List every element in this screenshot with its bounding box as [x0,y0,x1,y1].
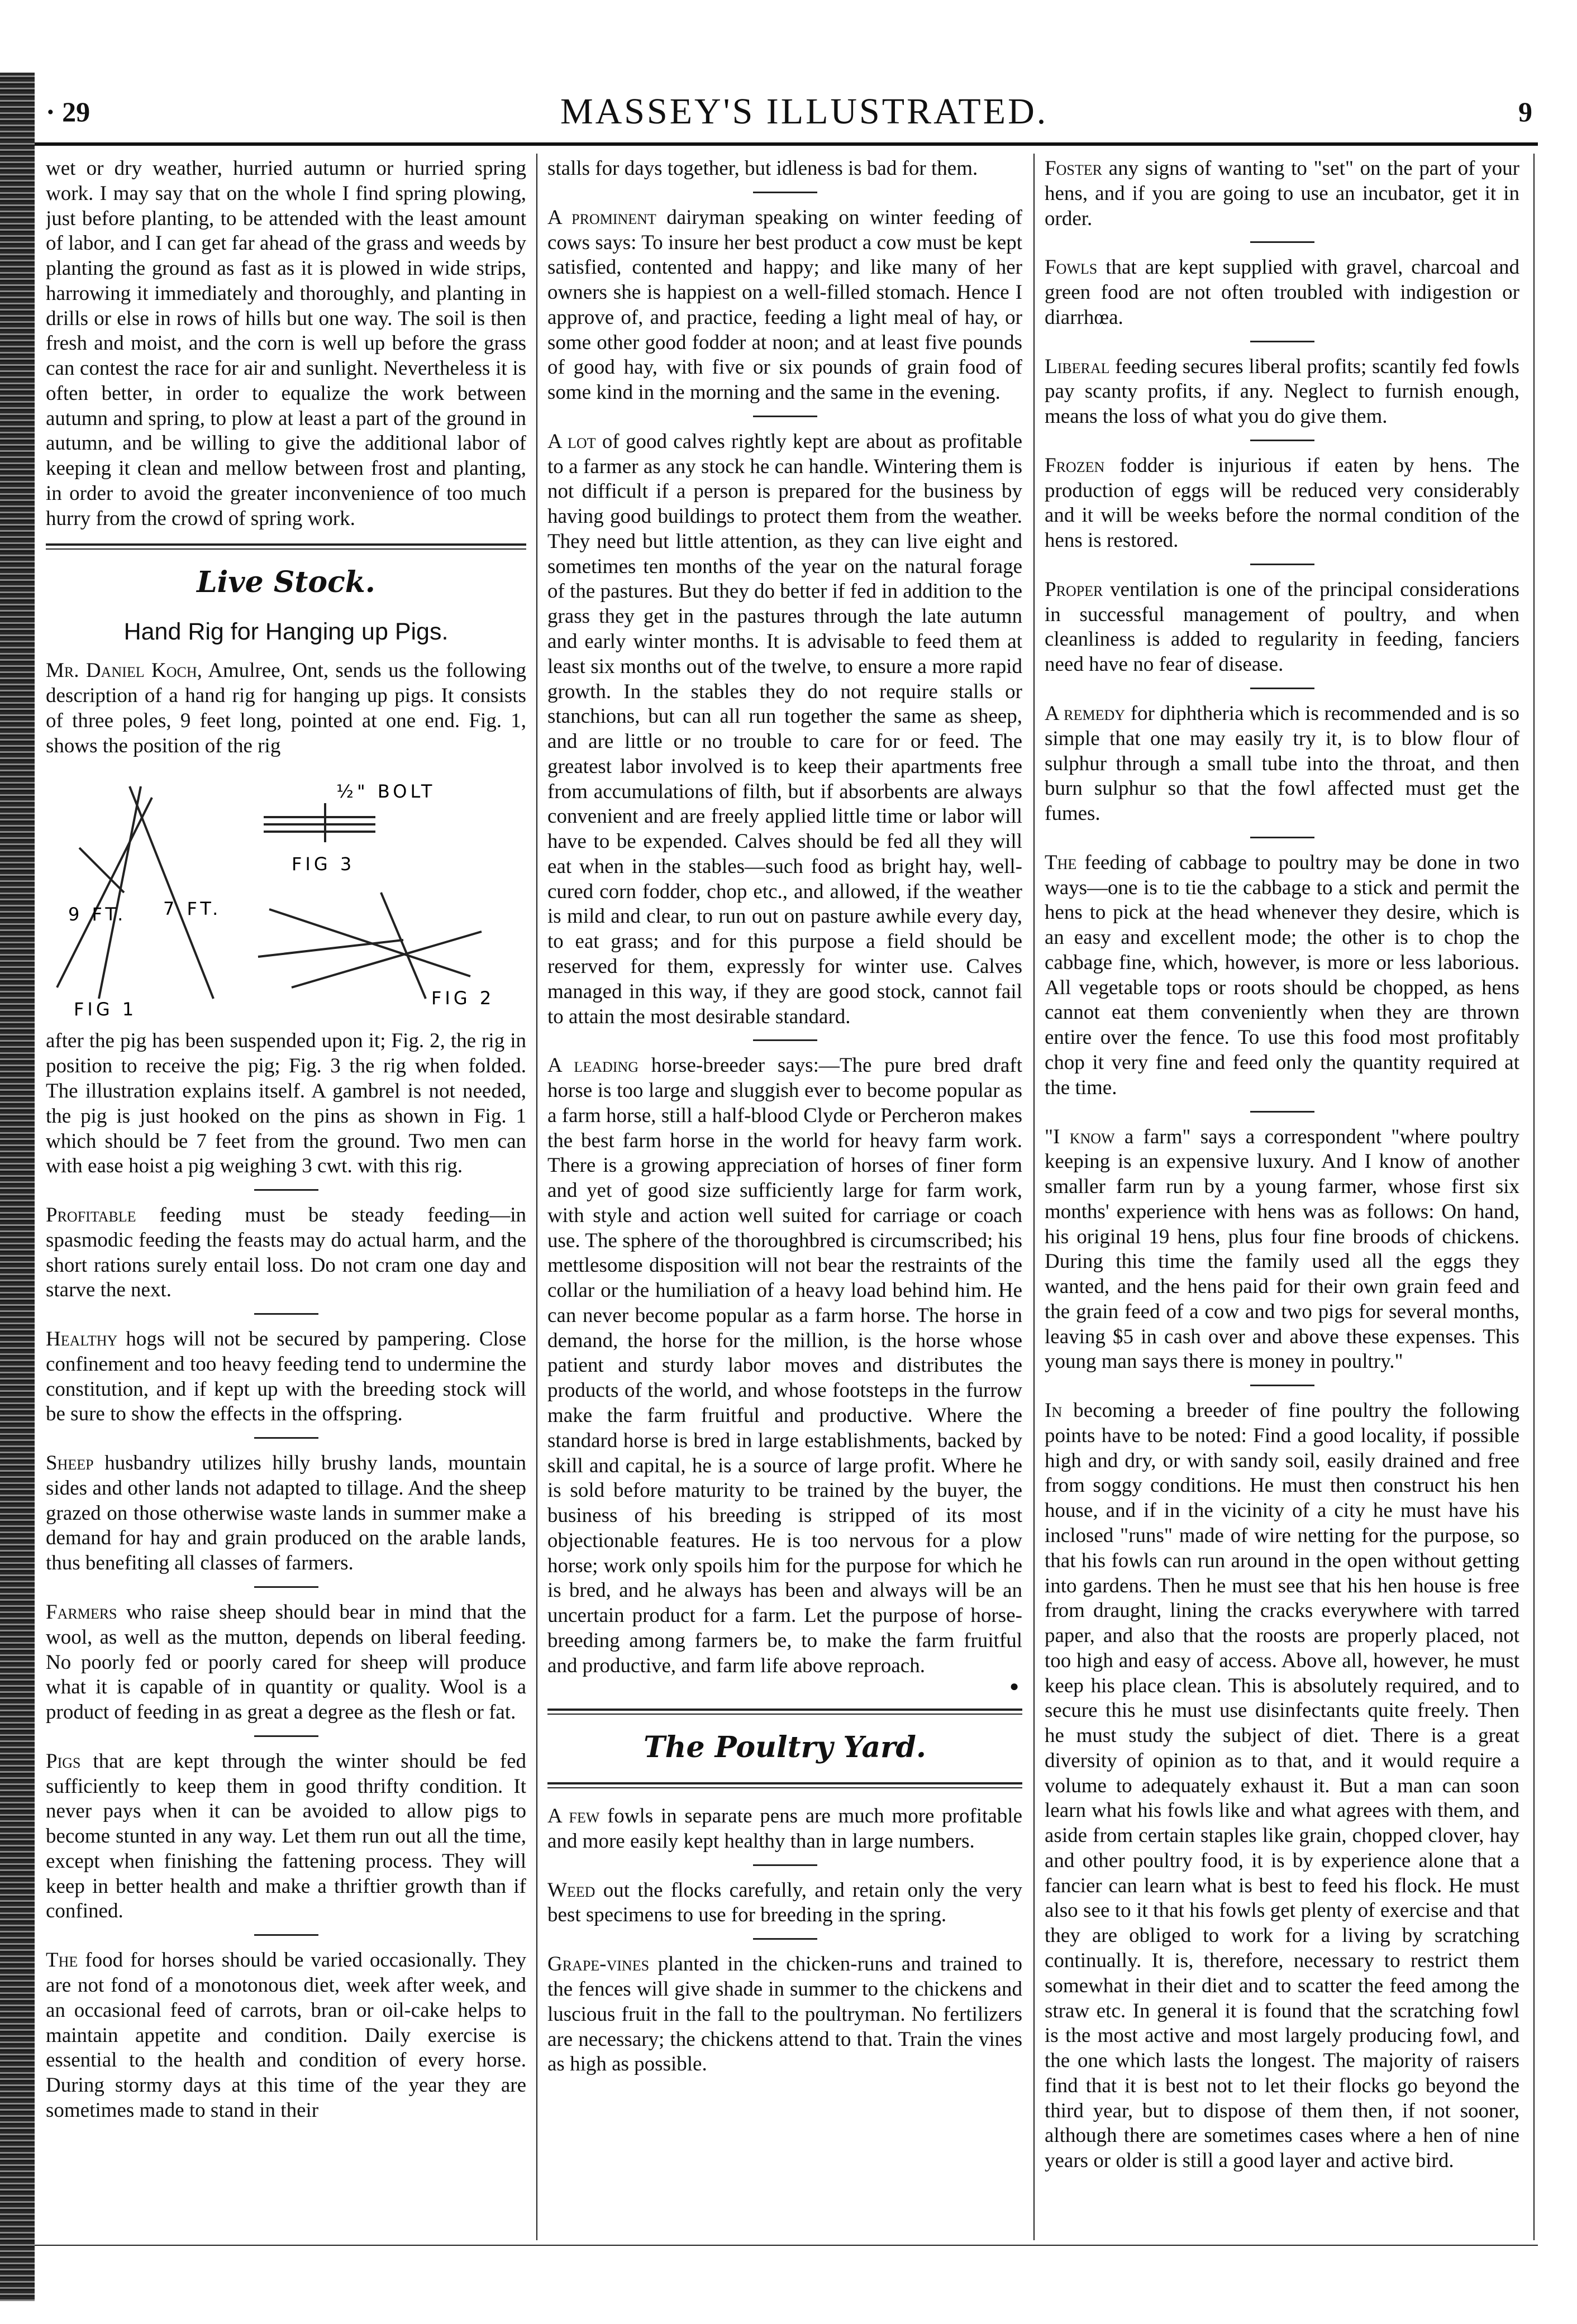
paragraph-text: out the flocks carefully, and retain only the very best specimens to use for breeding in the spring. [547,1878,1022,1927]
pig-rig-illustration [46,764,526,1021]
item-divider [254,1934,318,1936]
item-divider [254,1735,318,1737]
item-divider [254,1586,318,1588]
lead-words: Weed [547,1878,595,1902]
paragraph-proper [1045,578,1519,677]
paragraph-profitable [46,1203,526,1303]
paragraph-text: any signs of wanting to "set" on the part of your hens, and if you are going to use an incubator, get it in order. [1045,157,1519,230]
lead-words: "I know [1045,1125,1115,1148]
paragraph-text: planted in the chicken-runs and trained to the fences will give shade in summer to the chickens and luscious fruit in the fall to the poultryman. No fertilizers are necessary; the chickens attend to that. Train the vines as high as possible. [547,1953,1022,2076]
paragraph-text: who raise sheep should bear in mind that the wool, as well as the mutton, depends on liberal feeding. No poorly fed or poorly cared for sheep will produce what it is capable of in quantity or quality. Wool is a product of feeding in as great a degree as the flesh or fat. [46,1601,526,1724]
item-divider [753,192,817,193]
section-divider [46,543,526,550]
figure-3-label: FIG 3 [292,853,355,875]
lead-words: In [1045,1399,1063,1423]
paragraph-text: dairyman speaking on winter feeding of cows says: To insure her best product a cow must be kept satisfied, contented and happy; and like many of her owners she is happiest on a well-filled stomach. Hence I approve of, and practice, feeding a light meal of hay, or some other good fodder at noon; and at least five pounds of good hay, with five or six pounds of grain food of some kind in the morning and the same in the evening. [547,206,1022,404]
item-divider [1250,1385,1314,1386]
paragraph-text: horse-breeder says:—The pure bred draft horse is too large and sluggish ever to become popular as a farm horse, still a half-blood Clyde or Percheron makes the best farm horse in the world for heavy farm work. There is a growing appreciation of horses of finer form and yet of good size sufficiently large for farm work, with style and action well suited for carriage or coach use. The sphere of the thoroughbred is circumscribed; his mettlesome disposition will not bear the restraints of the collar or the humiliation of a heavy load behind him. He can never become popular as a farm horse. The horse in demand, the horse for the million, is the horse whose patient and sturdy labor moves and distributes the products of the world, and whose footsteps in the furrow make the farm fruitful and productive. Where the standard horse is bred in large establishments, backed by skill and capital, he is a source of large profit. Where he is sold before maturity to be trained by the buyer, the business of his breeding is stripped of its most objectionable features. He is too nervous for a plow horse; work only spoils him for the purpose for which he is bred, and he always has been and always will be an uncertain product for a farm. Let the purpose of horse-breeding among farmers be, to make the farm fruitful and productive, and farm life above reproach. [547,1054,1022,1677]
paragraph-weed [547,1878,1022,1929]
paragraph-grape-vines [547,1952,1022,2077]
paragraph-dairyman [547,206,1022,405]
paragraph-farm-correspondent [1045,1125,1519,1375]
paragraph-text: ventilation is one of the principal considerations in successful management of poultry, and when cleanliness is added to regularity in feeding, fanciers need have no fear of disease. [1045,578,1519,676]
lead-words: The [1045,851,1077,874]
lead-words: Frozen [1045,454,1105,477]
lead-words: Foster [1045,157,1102,180]
paragraph-calves [547,430,1022,1029]
figure-2-label: FIG 2 [431,987,495,1009]
column-rule [536,154,537,2240]
column-3 [1045,156,1519,2240]
paragraph-text: for diphtheria which is recommended and is so simple that one may easily try it, is to blow flour of sulphur through a small tube into the throat, and then burn sulphur so that the fowl affected must get the fumes. [1045,702,1519,825]
paragraph-foster [1045,156,1519,231]
footer-rule [35,2245,1538,2246]
figure-bolt-label: ½" BOLT [336,781,436,803]
paragraph-few-fowls [547,1804,1022,1854]
item-divider [1250,837,1314,838]
section-heading-live-stock: Live Stock. [197,565,375,600]
lead-words: A prominent [547,206,656,229]
lead-words: A remedy [1045,702,1126,726]
pig-rig-drawing [46,764,526,1021]
paragraph-breeder [1045,1399,1519,2174]
paragraph-fowls [1045,255,1519,330]
paragraph-text: feeding secures liberal profits; scantily fed fowls pay scanty profits, if any. Neglect to furnish enough, means the loss of what you do give them. [1045,355,1519,428]
figure-dimension-9ft: 9 FT. [68,904,127,925]
paragraph-horse-breeder [547,1053,1022,1678]
item-divider [254,1437,318,1439]
paragraph-text: of good calves rightly kept are about as profitable to a farmer as any stock he can handle. Wintering them is not difficult if a person is prepared for the business by having good buildings to protect them from the weather. They need but little attention, as they can live eight and sometimes ten months of the year on the natural forage of the pastures. But they do better if fed in addition to the grass they get in the pastures through the late autumn and early winter months. It is advisable to feed them at least six months out of the twelve, to ensure a more rapid growth. In the stables they do not require stalls or stanchions, but can all run together the same as sheep, and are little or no trouble to care for or feed. The greatest labor involved is to keep their apartments free from accumulations of filth, but if absorbents are always convenient and are freely applied little time or labor will have to be expended. Calves should be fed all they will eat when in the stables—such food as bright hay, well-cured corn fodder, chop etc., and allowed, if the weather is mild and clear, to run out on pasture awhile every day, to eat grass; and for this purpose a field should be reserved for them, expressly for winter use. Calves managed in this way, if they are good stock, cannot fail to attain the most desirable standard. [547,430,1022,1028]
item-divider [1250,241,1314,243]
lead-words: Fowls [1045,256,1098,279]
paragraph-text: feeding must be steady feeding—in spasmodic feeding the feasts may do actual harm, and the short rations surely entail loss. Do not cram one day and starve the next. [46,1204,526,1302]
paragraph-text: a farm" says a correspondent "where poultry keeping is an expensive luxury. And I know of another smaller farm run by a young farmer, whose first six months' experience with hens was as follows: On hand, his original 19 hens, plus four fine broods of chickens. During this time the family used all the eggs they wanted, and the hens paid for their own grain feed and the grain feed of a cow and two pigs for several months, leaving $5 in cash over and above these expenses. This young man says there is money in poultry." [1045,1125,1519,1373]
paragraph-intro: wet or dry weather, hurried autumn or hurried spring work. I may say that on the whole I find spring plowing, just before planting, to be attended with the least amount of labor, and I can get far ahead of the grass and weeds by planting the ground as fast as it is plowed in wide strips, harrowing it immediately and thoroughly, and planting in drills or else in rows of hills but one way. The soil is then fresh and moist, and the corn is well up before the grass can contest the race for air and sunlight. Nevertheless it is often better, in order to equalize the work between autumn and spring, to plow at least a part of the ground in autumn, and be willing to give the additional labor of keeping it clean and mellow between frost and planting, in order to avoid the greater inconvenience of too much hurry from the crowd of spring work. [46,157,526,530]
page-number: 9 [1518,96,1532,127]
paragraph-text: feeding of cabbage to poultry may be done in two ways—one is to tie the cabbage to a stick and permit the hens to pick at the head whenever they desire, which is an easy and excellent mode; the other is to chop the cabbage fine, which, however, is more or less laborious. All vegetable tops or roots should be chopped, as hens cannot eat them conveniently when they are thrown entire over the fence. To use this food most profitably chop it very fine and feed only the quantity required at the time. [1045,851,1519,1099]
paragraph-rig [46,658,526,758]
paragraph-remedy [1045,702,1519,827]
item-divider [1250,1111,1314,1113]
paragraph-text: hogs will not be secured by pampering. Close confinement and too heavy feeding tend to undermine the constitution, and if kept up with the breeding stock will be sure to show the effects in the offspring. [46,1328,526,1426]
paragraph-pigs [46,1749,526,1924]
column-rule [1033,154,1035,2240]
lead-words: Farmers [46,1601,117,1624]
figure-dimension-7ft: 7 FT. [163,898,222,920]
publication-title: MASSEY'S ILLUSTRATED. [560,91,1049,132]
item-divider [254,1189,318,1191]
section-heading-poultry-yard: The Poultry Yard. [643,1730,926,1765]
section-divider [547,1709,1022,1715]
lead-words: Pigs [46,1749,81,1773]
page-marker-left: · 29 [46,96,90,127]
paragraph-text: fowls in separate pens are much more profitable and more easily kept healthy than in large numbers. [547,1805,1022,1853]
paragraph-rig-continued: after the pig has been suspended upon it; Fig. 2, the rig in position to receive the pig; Fig. 3 the rig when folded. The illustration explains itself. A gambrel is not needed, the pig is just hooked on the pins as shown in Fig. 1 which should be 7 feet from the ground. Two men can with ease hoist a pig weighing 3 cwt. with this rig. [46,1029,526,1178]
paragraph-text: that are kept through the winter should be fed sufficiently to keep them in good thrifty condition. It never pays when it can be avoided to allow pigs to become stunted in any way. Let them run out all the time, except when finishing the fattening process. They will keep in better health and make a thriftier growth than if confined. [46,1749,526,1923]
lead-words: Grape-vines [547,1953,650,1976]
item-divider [753,1938,817,1940]
paragraph-text: Amulree, Ont, sends us the following description of a hand rig for hanging up pigs. It consists of three poles, 9 feet long, pointed at one end. Fig. 1, shows the position of the rig [46,659,526,757]
item-divider [1250,564,1314,565]
paragraph-frozen [1045,454,1519,553]
item-divider [1250,688,1314,689]
lead-words: Sheep [46,1452,94,1475]
column-2 [547,156,1022,2240]
paragraph-liberal [1045,355,1519,430]
lead-words: The [46,1949,78,1972]
lead-words: A few [547,1805,600,1828]
lead-words: Liberal [1045,355,1110,378]
item-divider [753,1039,817,1041]
article-title: Hand Rig for Hanging up Pigs. [123,618,449,646]
lead-words: Healthy [46,1328,118,1351]
column-1 [46,156,526,2240]
paragraph-text: that are kept supplied with gravel, charcoal and green food are not often troubled with indigestion or diarrhœa. [1045,256,1519,329]
column-rule [1533,154,1535,2240]
paragraph-text: fodder is injurious if eaten by hens. The production of eggs will be reduced very considerably and it will be weeks before the normal condition of the hens is restored. [1045,454,1519,552]
lead-words: A lot [547,430,596,453]
section-divider [547,1782,1022,1788]
paragraph-text: becoming a breeder of fine poultry the following points have to be noted: Find a good locality, if possible high and dry, or with sandy soil, easily drained and free from soggy conditions. He must then construct his hen house, and if in the vicinity of a city he must have his inclosed "runs" made of wire netting for the purpose, so that his fowls can run around in the open without getting into gardens. Then he must see that his hen house is free from draught, lining the cracks everywhere with tarred paper, and also that the roosts are properly placed, not too high and easy of access. Above all, however, he must keep his place clean. This is absolutely required, and to secure this he must use disinfectants quite freely. Then he must study the subject of diet. There is a great diversity of opinion as to that, and it would require a volume to adequately exhaust it. But a man can soon learn what his fowls like and what agrees with them, and aside from certain staples like grain, chopped clover, hay and other poultry food, it is by experience alone that a fancier can learn what is best to feed his flock. He must also see to it that his fowls get plenty of exercise and that they are obliged to work for a living by scratching continually. It is, therefore, necessary to restrict them somewhat in their diet and to scatter the feed among the straw etc. In general it is found that the scratching fowl is the most active and most largely producing fowl, and the one which lasts the longest. The majority of raisers find that it is best not to let their flocks go beyond the third year, but to dispose of them then, if not sooner, although there are sometimes cases where a hen of nine years or older is still a good layer and active bird. [1045,1399,1519,2173]
lead-words: Mr. Daniel Koch, [46,659,202,683]
lead-words: A leading [547,1054,639,1077]
item-divider [753,416,817,417]
end-mark: ● [1009,1678,1019,1696]
lead-words: Profitable [46,1204,136,1227]
paragraph-cabbage [1045,851,1519,1101]
figure-1-label: FIG 1 [74,999,137,1020]
item-divider [753,1864,817,1866]
paragraph-text: food for horses should be varied occasionally. They are not fond of a monotonous diet, week after week, and an occasional feed of carrots, bran or oil-cake helps to maintain appetite and condition. Daily exercise is essential to the health and condition of every horse. During stormy days at this time of the year they are sometimes made to stand in their [46,1949,526,2122]
item-divider [1250,341,1314,342]
lead-words: Proper [1045,578,1103,601]
item-divider [1250,440,1314,441]
binding-edge [0,73,35,2301]
paragraph-sheep [46,1451,526,1576]
item-divider [254,1313,318,1315]
running-head [35,78,1538,145]
paragraph-farmers [46,1600,526,1725]
header-rule [35,142,1538,146]
paragraph-healthy [46,1327,526,1427]
paragraph-text: husbandry utilizes hilly brushy lands, mountain sides and other lands not adapted to tillage. And the sheep grazed on those otherwise waste lands in summer make a demand for hay and grain produced on the arable lands, thus benefiting all classes of farmers. [46,1452,526,1575]
paragraph-horse-food [46,1948,526,2123]
paragraph-stalls: stalls for days together, but idleness is bad for them. [547,157,978,180]
